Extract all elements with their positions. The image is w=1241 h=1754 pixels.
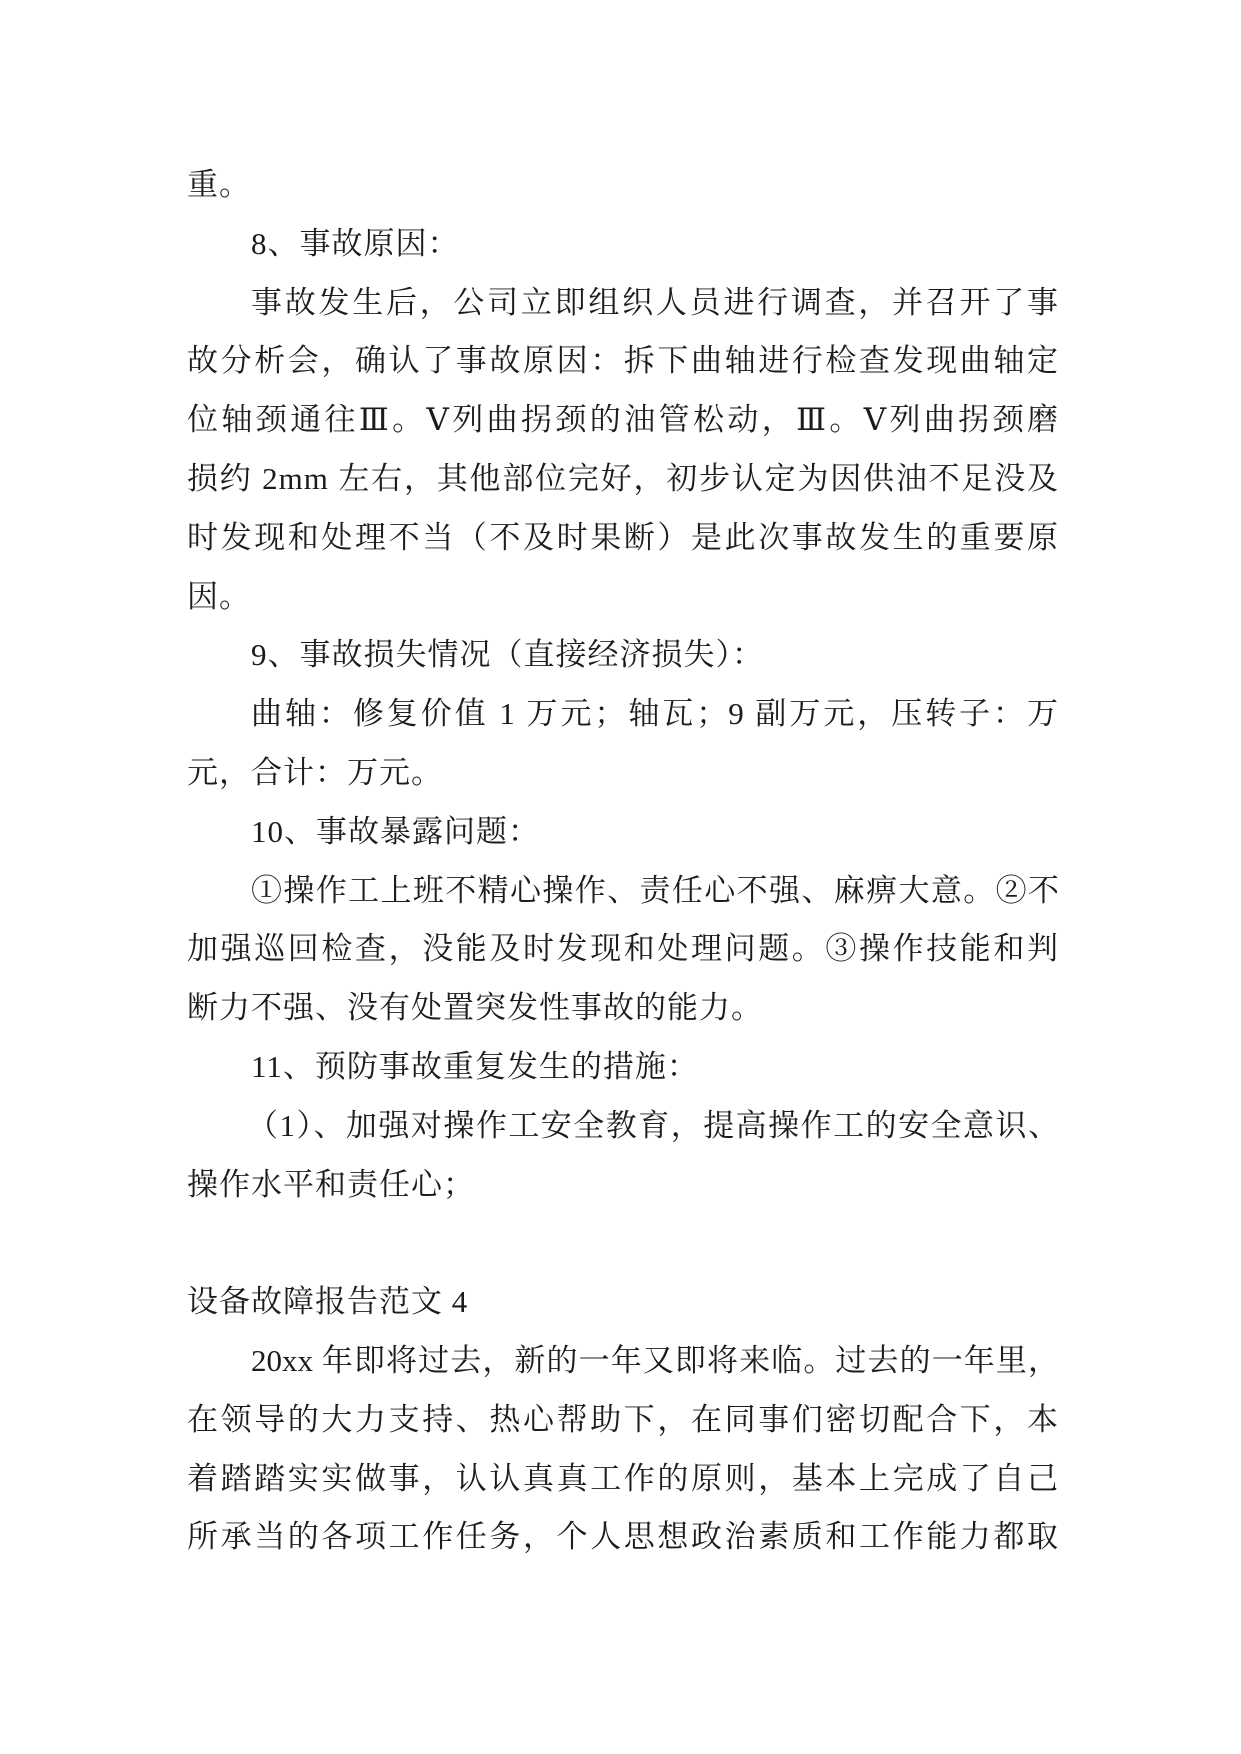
section-4-title: 设备故障报告范文 4 [187, 1284, 469, 1320]
item-10-body-line: 断力不强、没有处置突发性事故的能力。 [187, 990, 763, 1026]
section-4-body-line: 着踏踏实实做事，认认真真工作的原则，基本上完成了自己 [187, 1460, 1059, 1496]
item-9-body-line: 元，合计：万元。 [187, 754, 443, 790]
item-11-body-line: （1）、加强对操作工安全教育，提高操作工的安全意识、 [247, 1107, 1059, 1143]
section-4-body-line: 所承当的各项工作任务，个人思想政治素质和工作能力都取 [187, 1519, 1059, 1555]
item-11-heading: 11、预防事故重复发生的措施： [251, 1048, 699, 1084]
item-8-body-line: 事故发生后，公司立即组织人员进行调查，并召开了事 [251, 284, 1059, 320]
section-4-body-line: 20xx 年即将过去，新的一年又即将来临。过去的一年里， [251, 1342, 1059, 1378]
item-10-heading: 10、事故暴露问题： [251, 813, 540, 849]
item-11-body-line: 操作水平和责任心； [187, 1166, 475, 1202]
item-9-heading: 9、事故损失情况（直接经济损失）： [251, 637, 764, 673]
section-4-body-line: 在领导的大力支持、热心帮助下，在同事们密切配合下，本 [187, 1401, 1059, 1437]
item-8-body-line: 损约 2mm 左右，其他部位完好，初步认定为因供油不足没及 [187, 460, 1059, 496]
item-8-body-line: 位轴颈通往Ⅲ。Ⅴ列曲拐颈的油管松动，Ⅲ。Ⅴ列曲拐颈磨 [187, 402, 1059, 438]
item-10-body-line: ①操作工上班不精心操作、责任心不强、麻痹大意。②不 [251, 872, 1059, 908]
text-column [187, 156, 1059, 1567]
section-spacer [187, 1214, 1059, 1273]
item-8-body-line: 因。 [187, 578, 251, 614]
item-8-body-line: 时发现和处理不当（不及时果断）是此次事故发生的重要原 [187, 519, 1059, 555]
item-8-body-line: 故分析会，确认了事故原因：拆下曲轴进行检查发现曲轴定 [187, 343, 1059, 379]
item-10-body-line: 加强巡回检查，没能及时发现和处理问题。③操作技能和判 [187, 931, 1059, 967]
continued-text: 重。 [187, 167, 251, 202]
item-8-heading: 8、事故原因： [251, 225, 460, 261]
item-9-body-line: 曲轴：修复价值 1 万元；轴瓦；9 副万元，压转子：万 [251, 696, 1059, 732]
